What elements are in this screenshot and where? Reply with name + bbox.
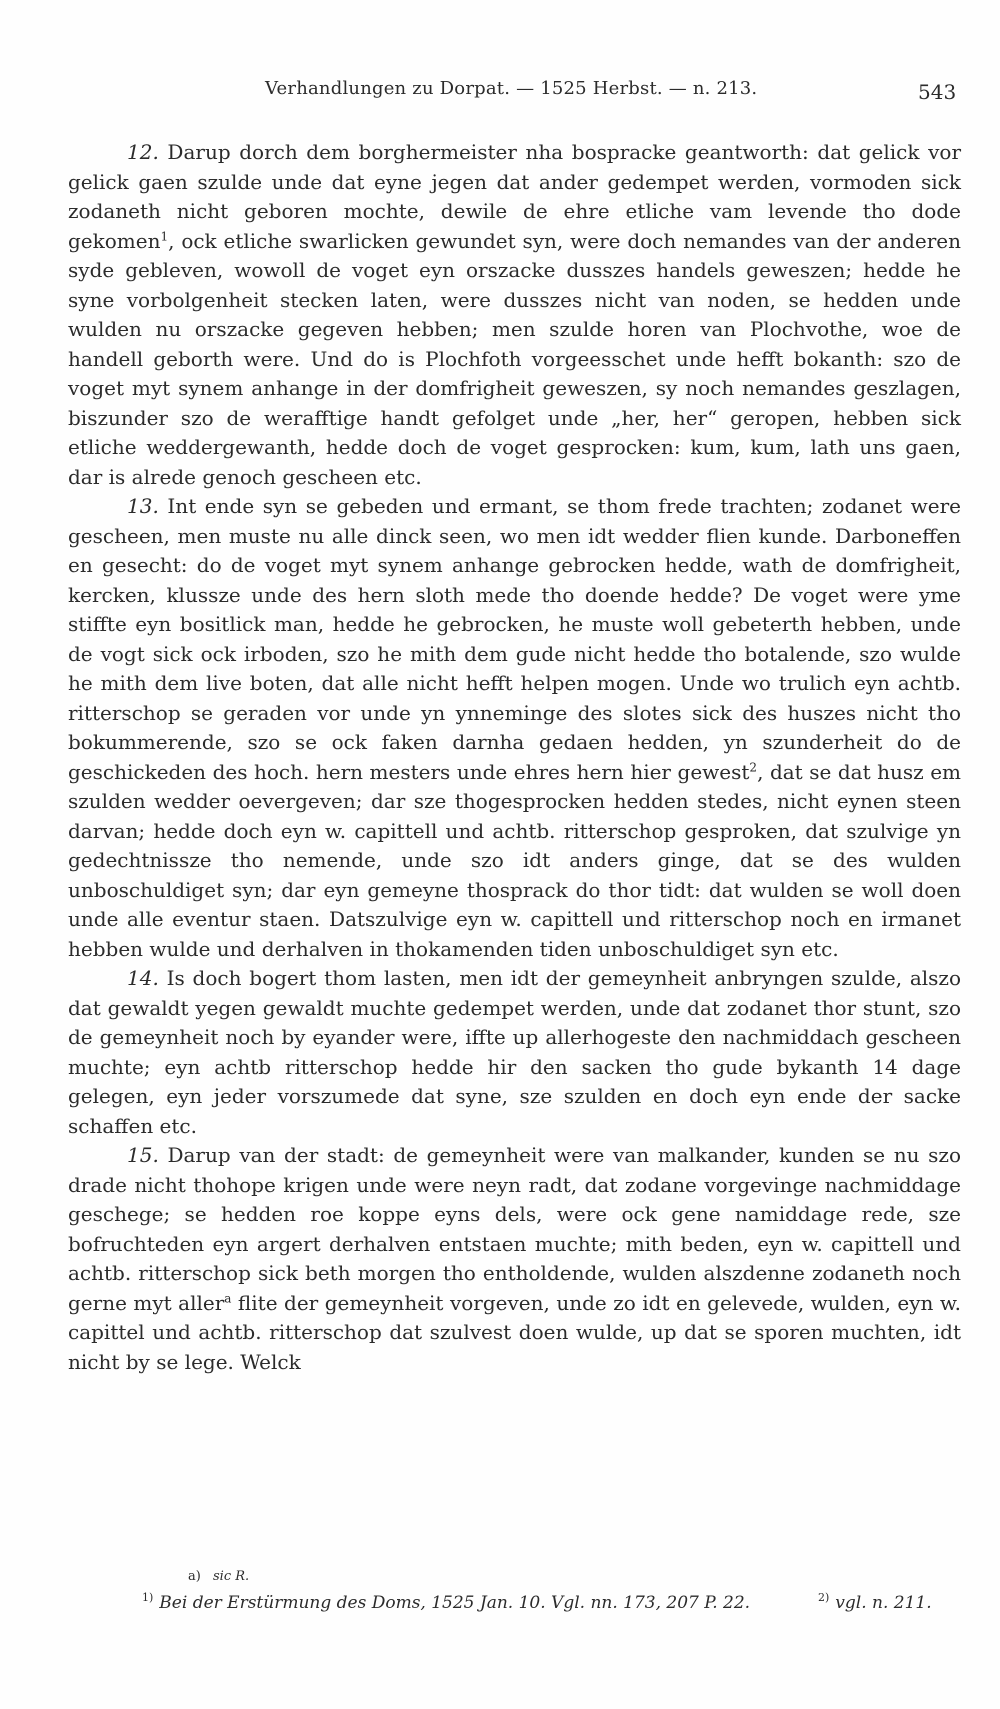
running-head: Verhandlungen zu Dorpat. — 1525 Herbst. — n. 213. [265, 78, 758, 99]
footnote-text: Bei der Erstürmung des Doms, 1525 Jan. 10. Vgl. nn. 173, 207 P. 22. [159, 1593, 751, 1613]
paragraph-14 [68, 964, 961, 1141]
paragraph-text: Darup dorch dem borghermeister nha bospracke geantworth: dat gelick vor gelick gaen szulde unde dat eyne jegen dat ander gedempet werden, vormoden sick zodaneth nicht geboren mochte, dewile de ehre etliche vam levende tho dode gekomen [68, 140, 961, 253]
footnote-ref-2: 2 [749, 759, 758, 774]
variant-ref-a: a [224, 1290, 232, 1305]
footnote-mark: 1) [142, 1591, 154, 1605]
paragraph-text-cont: , ock etliche swarlicken gewundet syn, were doch nemandes van der anderen syde gebleven, wowoll de voget eyn orszacke dusszes handels geweszen; hedde he syne vorbolgenheit stecken laten, were dusszes nicht van noden, se hedden unde wulden nu orszacke gegeven hebben; men szulde horen van Plochvothe, woe de handell geborth were. Und do is Plochfoth vorgeesschet unde hefft bokanth: szo de voget myt synem anhange in der domfrigheit geweszen, sy noch nemandes geszlagen, biszunder szo de werafftige handt gefolget unde „her, her“ geropen, hebben sick etliche weddergewanth, hedde doch de voget gesprocken: kum, kum, lath uns gaen, dar is alrede genoch gescheen etc. [68, 228, 961, 489]
variant-text: sic R. [213, 1569, 250, 1584]
paragraph-15 [68, 1141, 961, 1377]
paragraph-text: Darup van der stadt: de gemeynheit were van malkander, kunden se nu szo drade nicht thohope krigen unde were neyn radt, dat zodane vorgevinge nachmiddage geschege; se hedden roe koppe eyns dels, were ock gene namiddage rede, sze bofruchteden eyn argert derhalven entstaen muchte; mith beden, eyn w. capittell und achtb. ritterschop sick beth morgen tho entholdende, wulden alszdenne zodaneth noch gerne myt aller [68, 1143, 962, 1315]
paragraph-number: 14. [127, 966, 159, 990]
footnote-2 [818, 1593, 932, 1613]
paragraph-text: Is doch bogert thom lasten, men idt der gemeynheit anbryngen szulde, alszo dat gewaldt yegen gewaldt muchte gedempet werden, unde dat zodanet thor stunt, szo de gemeynheit noch by eyander were, iffte up allerhogeste den nachmiddach gescheen muchte; eyn achtb ritterschop hedde hir den sacken tho gude bykanth 14 dage gelegen, eyn jeder vorszumede dat syne, sze szulden en doch eyn ende der sacke schaffen etc. [68, 966, 962, 1138]
footnote-ref-1: 1 [160, 228, 169, 243]
paragraph-text-cont: , dat se dat husz em szulden wedder oevergeven; dar sze thogesprocken hedden stedes, nicht eynen steen darvan; hedde doch eyn w. capittell und achtb. ritterschop gesproken, dat szulvige yn gedechtnissze tho nemende, unde szo idt anders ginge, dat se des wulden unboschuldiget syn; dar eyn gemeyne thosprack do thor tidt: dat wulden se woll doen unde alle eventur staen. Datszulvige eyn w. capittell und ritterschop noch en irmanet hebben wulde und derhalven in thokamenden tiden unboschuldiget syn etc. [68, 759, 962, 961]
page-number: 543 [918, 80, 957, 104]
footnote-1 [142, 1593, 782, 1613]
paragraph-12 [68, 138, 961, 492]
paragraph-number: 12. [127, 140, 159, 164]
page-header [0, 78, 1000, 108]
paragraph-13 [68, 492, 961, 964]
paragraph-text: Int ende syn se gebeden und ermant, se thom frede trachten; zodanet were gescheen, men muste nu alle dinck seen, wo men idt wedder flien kunde. Darboneffen en gesecht: do de voget myt synem anhange gebrocken hedde, wath de domfrigheit, kercken, klussze unde des hern sloth mede tho doende hedde? De voget were yme stiffte eyn bositlick man, hedde he gebrocken, he muste woll gebeterth hebben, unde de vogt sick ock irboden, szo he mith dem gude nicht hedde tho botalende, szo wulde he mith dem live boten, dat alle nicht hefft helpen mogen. Unde wo trulich eyn achtb. ritterschop se geraden vor unde yn ynneminge des slotes sick des huszes nicht tho bokummerende, szo se ock faken darnha gedaen hedden, yn szunderheit do de geschickeden des hoch. hern mesters unde ehres hern hier gewest [68, 494, 961, 784]
footnote-text: vgl. n. 211. [835, 1593, 932, 1613]
paragraph-number: 13. [127, 494, 159, 518]
body-text [68, 138, 961, 1377]
footnote-mark: 2) [818, 1591, 830, 1605]
paragraph-text-cont: flite der gemeynheit vorgeven, unde zo idt en gelevede, wulden, eyn w. capittel und achtb. ritterschop dat szulvest doen wulde, up dat se sporen muchten, idt nicht by se lege. Welck [68, 1290, 962, 1374]
paragraph-number: 15. [127, 1143, 159, 1167]
variant-mark: a) [188, 1569, 201, 1584]
